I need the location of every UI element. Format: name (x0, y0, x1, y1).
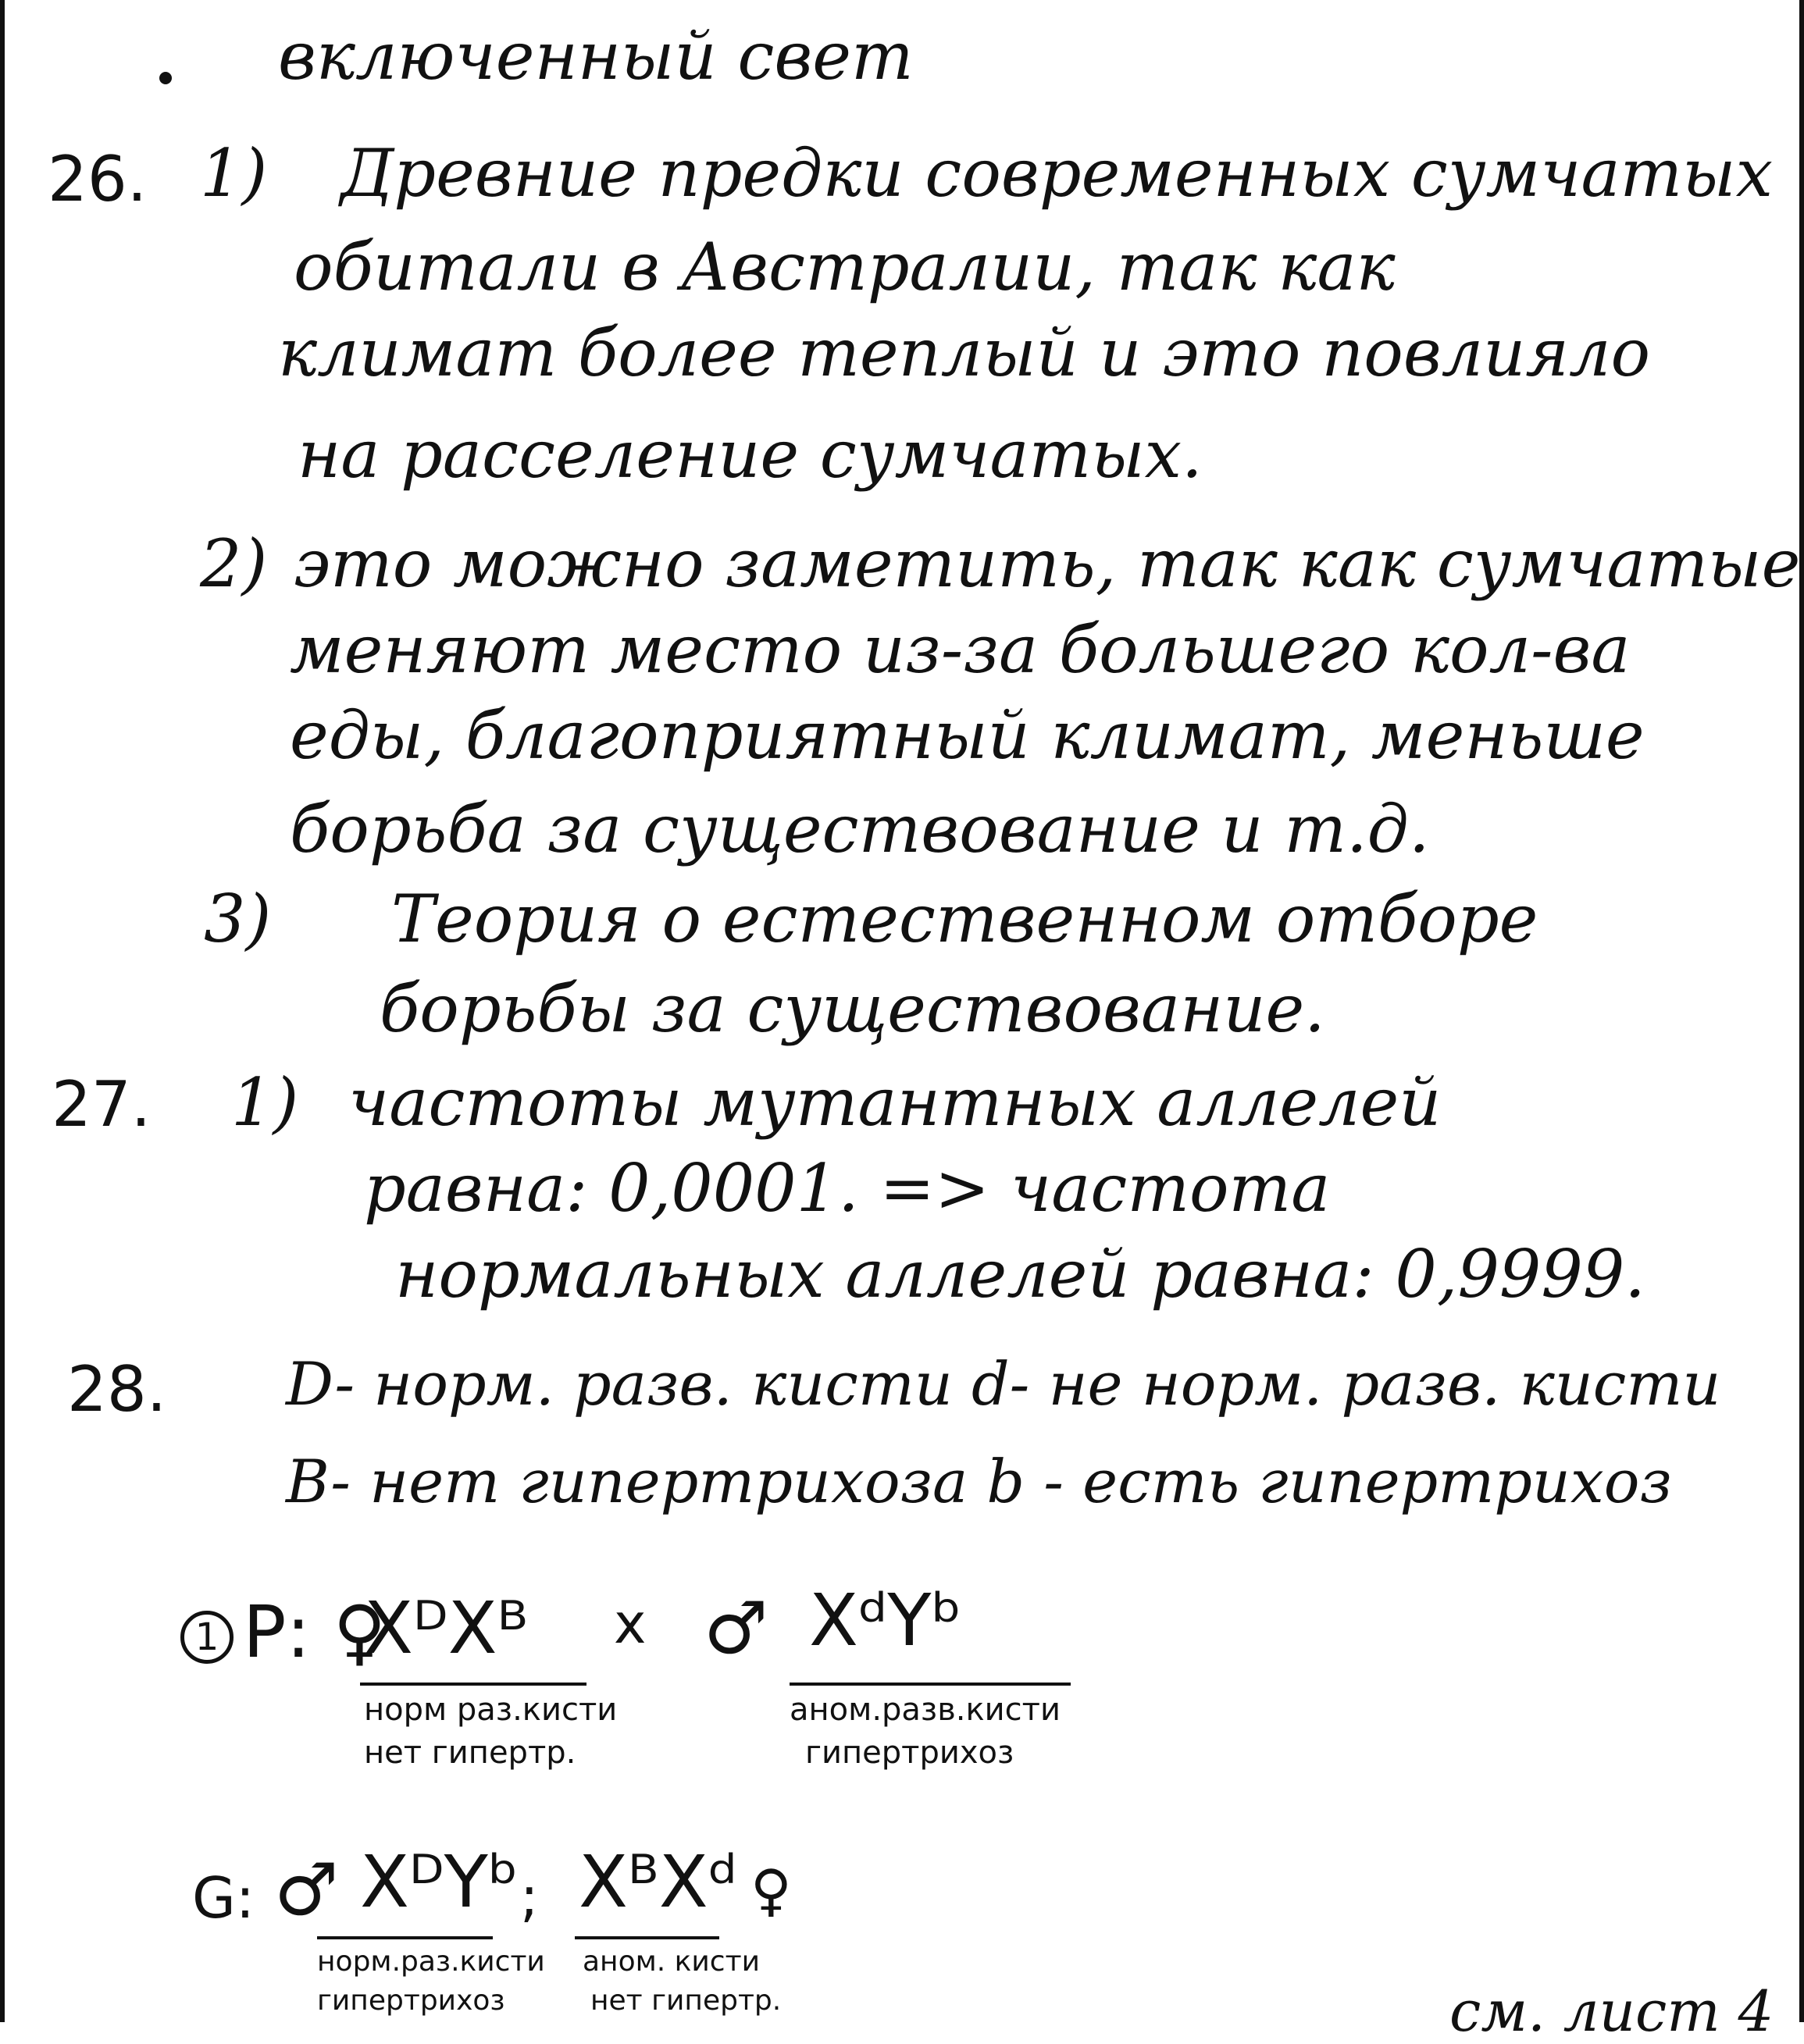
gametes-prefix: G: (192, 1865, 255, 1931)
gamete-1-phenotype-2: гипертрихоз (317, 1985, 505, 2017)
gamete-2-underline (575, 1936, 719, 1939)
male-sign: ♂ (704, 1586, 768, 1670)
q26-item3-marker: 3) (204, 881, 272, 957)
female-genotype: XᴰXᴮ (364, 1586, 529, 1670)
bullet-dot (159, 72, 172, 84)
q26-item1-line3: климат более теплый и это повлияло (278, 315, 1651, 391)
male-phenotype-2: гипертрихоз (805, 1735, 1014, 1771)
gamete-2-genotype: XᴮXᵈ (579, 1840, 738, 1924)
continued-on-page: см. лист 4 (1449, 1978, 1774, 2044)
gamete-2-phenotype-1: аном. кисти (583, 1946, 760, 1978)
q26-item2-line3: еды, благоприятный климат, меньше (290, 697, 1645, 774)
male-phenotype-1: аном.разв.кисти (790, 1692, 1061, 1728)
gamete-1-underline (317, 1936, 493, 1939)
gamete-1-genotype: XᴰYᵇ (360, 1840, 519, 1924)
question-26-number: 26. (48, 143, 148, 215)
cross-sign: x (614, 1592, 647, 1656)
male-underline (790, 1683, 1071, 1686)
line-included-light: включенный свет (278, 18, 914, 94)
cross-number-circle: 1 (180, 1611, 234, 1664)
q27-line2: равна: 0,0001. => частота (364, 1150, 1331, 1227)
parents-prefix: P: ♀ (243, 1590, 387, 1674)
female-phenotype-2: нет гипертр. (364, 1735, 576, 1771)
q26-item3-line2: борьбы за существование. (380, 970, 1325, 1047)
q26-item1-line1: Древние предки современных сумчатых (340, 135, 1773, 212)
female-phenotype-1: норм раз.кисти (364, 1692, 618, 1728)
q27-line3: нормальных аллелей равна: 0,9999. (395, 1236, 1645, 1312)
q26-item2-line4: борьба за существование и т.д. (290, 791, 1430, 867)
female-underline (360, 1683, 586, 1686)
male-genotype: XᵈYᵇ (809, 1579, 962, 1662)
q27-item1-marker: 1) (231, 1064, 299, 1141)
q26-item2-line1: это можно заметить, так как сумчатые (294, 525, 1801, 602)
gamete-separator: ; (520, 1865, 539, 1929)
question-27-number: 27. (52, 1068, 152, 1141)
q28-line1: D- норм. разв. кисти d- не норм. разв. кисти (286, 1349, 1721, 1419)
gamete-1-phenotype-1: норм.раз.кисти (317, 1946, 545, 1978)
gamete-male-sign: ♂ (274, 1848, 339, 1932)
gamete-female-sign: ♀ (750, 1857, 792, 1923)
q26-item1-line4: на расселение сумчатых. (298, 416, 1203, 493)
cross-parents-row (180, 1590, 387, 1674)
question-28-number: 28. (67, 1353, 167, 1426)
q26-item1-marker: 1) (200, 135, 268, 212)
q26-item1-line2: обитали в Австралии, так как (294, 229, 1396, 305)
q27-line1: частоты мутантных аллелей (348, 1064, 1442, 1141)
q26-item2-marker: 2) (200, 525, 268, 602)
gamete-2-phenotype-2: нет гипертр. (590, 1985, 782, 2017)
q26-item3-line1: Теория о естественном отборе (391, 881, 1538, 957)
q26-item2-line2: меняют место из-за большего кол-ва (290, 611, 1631, 688)
q28-line2: B- нет гипертрихоза b - есть гипертрихоз (286, 1447, 1672, 1516)
